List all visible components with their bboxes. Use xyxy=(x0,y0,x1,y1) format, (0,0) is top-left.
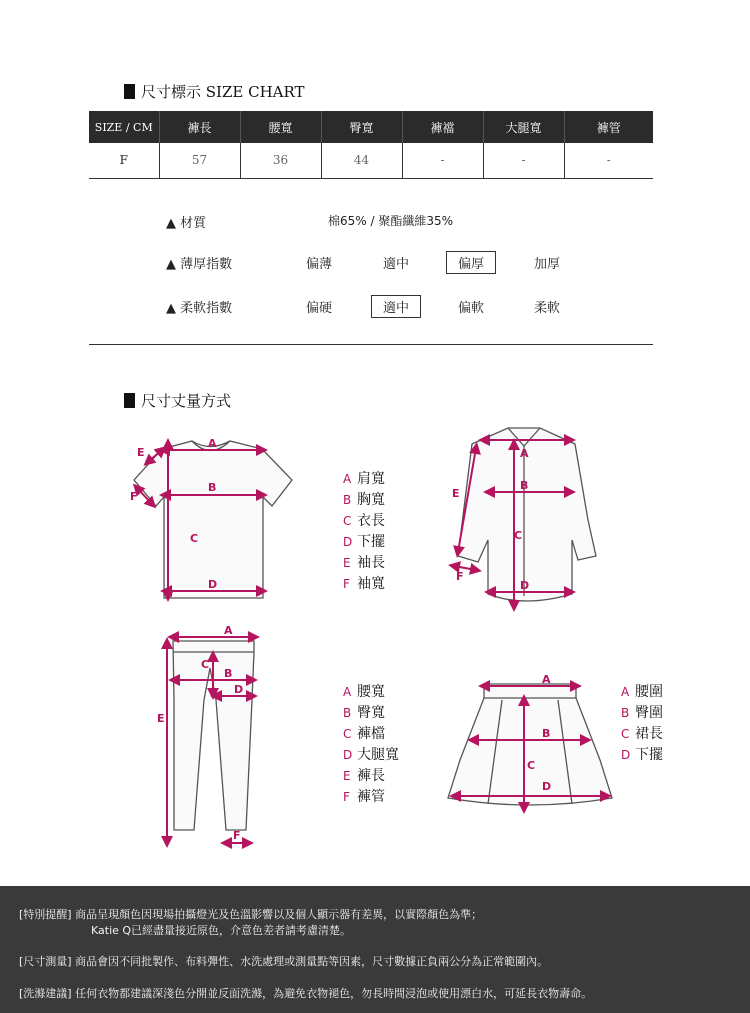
notice-color-cont: Katie Q已經盡量接近原色，介意色差者請考慮清楚。 xyxy=(91,924,352,937)
skirt-label-b: B xyxy=(542,727,551,740)
legend-item: D 大腿寬 xyxy=(343,747,399,763)
cell-size: F xyxy=(89,143,159,178)
notice-color: [特別提醒] 商品呈現顏色因現場拍攝燈光及色溫影響以及個人顯示器有差異，以實際顏色為準； xyxy=(19,908,483,921)
notice-measure: [尺寸測量] 商品會因不同批製作、布料彈性、水洗處理或測量點等因素，尺寸數據正負兩公分為正常範圍內。 xyxy=(19,955,549,968)
material-label: ▲ 材質 xyxy=(166,216,207,231)
notice-wash: [洗滌建議] 任何衣物都建議深淺色分開並反面洗滌，為避免衣物褪色，勿長時間浸泡或使用漂白水，可延長衣物壽命。 xyxy=(19,987,593,1000)
measure-title: 尺寸丈量方式 xyxy=(124,390,231,411)
pants-label-a: A xyxy=(224,624,233,637)
legend-item: A 肩寬 xyxy=(343,471,385,487)
cell-thigh: - xyxy=(483,143,564,178)
shirt-label-a: A xyxy=(520,447,529,460)
tshirt-label-e: E xyxy=(137,446,145,459)
skirt-label-a: A xyxy=(542,673,551,686)
thickness-option: 加厚 xyxy=(533,257,560,272)
header-length: 褲長 xyxy=(159,111,240,143)
legend-item: C 衣長 xyxy=(343,513,385,529)
softness-option: 偏硬 xyxy=(305,301,332,316)
header-crotch: 褲襠 xyxy=(402,111,483,143)
tshirt-label-b: B xyxy=(208,481,217,494)
material-value: 棉65% / 聚酯纖維35% xyxy=(328,214,454,228)
legend-item: B 臀圍 xyxy=(621,705,663,721)
cell-length: 57 xyxy=(159,143,240,178)
softness-option-selected: 適中 xyxy=(371,295,421,318)
footer-notice xyxy=(0,886,750,1013)
thickness-option: 適中 xyxy=(382,257,409,272)
shirt-label-e: E xyxy=(452,487,460,500)
tshirt-label-f: F xyxy=(130,490,138,503)
legend-item: C 褲檔 xyxy=(343,726,385,742)
tshirt-label-d: D xyxy=(208,578,218,591)
softness-option: 柔軟 xyxy=(533,301,560,316)
skirt-label-d: D xyxy=(542,780,552,793)
thickness-option: 偏薄 xyxy=(305,257,332,272)
legend-item: B 臀寬 xyxy=(343,705,385,721)
pants-label-d: D xyxy=(234,683,244,696)
shirt-label-c: C xyxy=(514,529,523,542)
pants-label-e: E xyxy=(157,712,165,725)
softness-label: ▲ 柔軟指數 xyxy=(166,301,233,316)
tshirt-label-c: C xyxy=(190,532,199,545)
size-chart-title: 尺寸標示 SIZE CHART xyxy=(124,81,305,102)
skirt-illustration xyxy=(448,684,612,805)
header-hip: 臀寬 xyxy=(321,111,402,143)
cell-waist: 36 xyxy=(240,143,321,178)
legend-item: F 褲管 xyxy=(343,789,385,805)
tshirt-label-a: A xyxy=(208,437,217,450)
cell-hip: 44 xyxy=(321,143,402,178)
shirt-label-f: F xyxy=(456,570,464,583)
cell-crotch: - xyxy=(402,143,483,178)
legend-item: D 下擺 xyxy=(343,534,385,550)
legend-item: F 袖寬 xyxy=(343,576,385,592)
shirt-label-b: B xyxy=(520,479,529,492)
cell-hem: - xyxy=(564,143,653,178)
legend-item: E 褲長 xyxy=(343,768,385,784)
header-waist: 腰寬 xyxy=(240,111,321,143)
legend-item: B 胸寬 xyxy=(343,492,385,508)
pants-legend xyxy=(343,682,399,808)
softness-option: 偏軟 xyxy=(457,301,484,316)
tshirt-legend xyxy=(343,469,385,595)
tshirt-illustration xyxy=(134,441,292,598)
legend-item: C 裙長 xyxy=(621,726,663,742)
legend-item: A 腰圍 xyxy=(621,684,663,700)
skirt-label-c: C xyxy=(527,759,536,772)
legend-item: A 腰寬 xyxy=(343,684,385,700)
header-size: SIZE / CM xyxy=(89,111,159,143)
thickness-option-selected: 偏厚 xyxy=(446,251,496,274)
pants-label-c: C xyxy=(201,658,210,671)
skirt-legend xyxy=(621,682,663,766)
pants-label-b: B xyxy=(224,667,233,680)
legend-item: E 袖長 xyxy=(343,555,385,571)
header-thigh: 大腿寬 xyxy=(483,111,564,143)
pants-label-f: F xyxy=(233,829,241,842)
legend-item: D 下擺 xyxy=(621,747,663,763)
shirt-label-d: D xyxy=(520,579,530,592)
header-hem: 褲管 xyxy=(564,111,653,143)
thickness-label: ▲ 薄厚指數 xyxy=(166,257,233,272)
